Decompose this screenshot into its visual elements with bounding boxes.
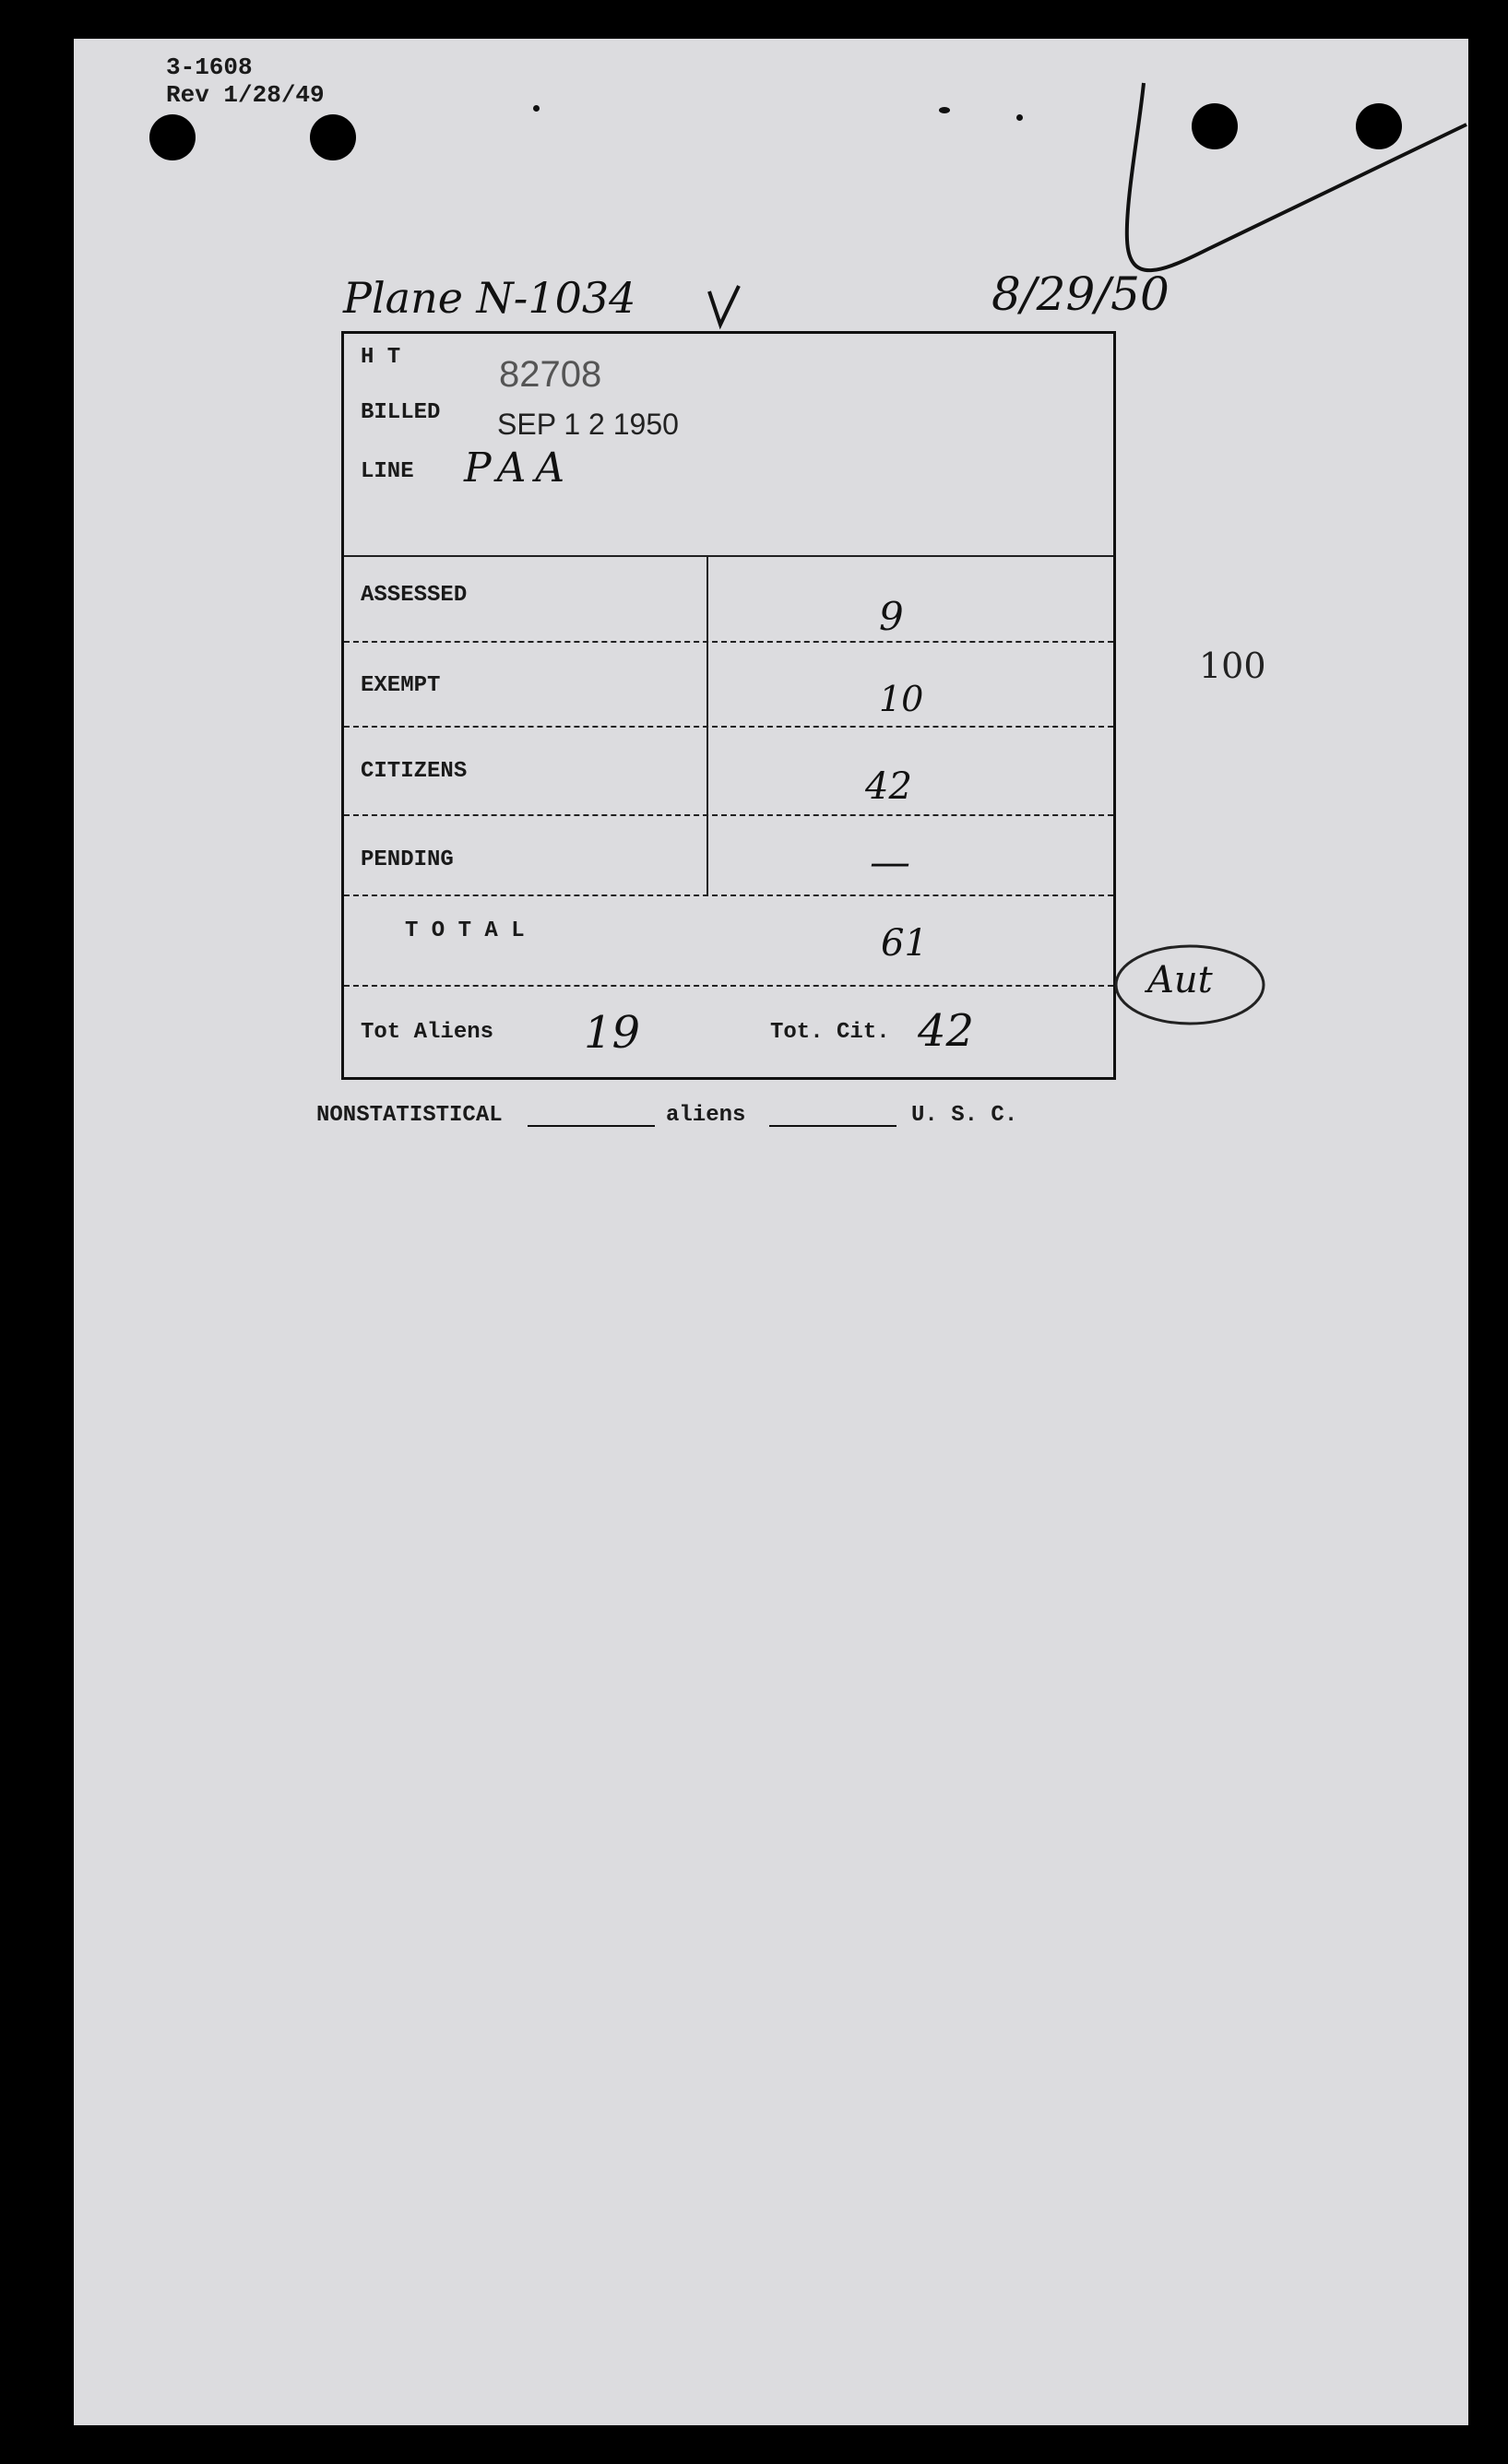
- divider: [344, 641, 1113, 643]
- nonstatistical-label: NONSTATISTICAL: [316, 1103, 503, 1128]
- row-label-exempt: EXEMPT: [361, 673, 441, 698]
- divider: [344, 985, 1113, 987]
- row-value-citizens: 42: [865, 765, 912, 808]
- row-value-assessed: 9: [879, 594, 904, 639]
- ht-label: H T: [361, 345, 401, 370]
- total-value: 61: [881, 922, 928, 965]
- row-value-exempt: 10: [879, 679, 924, 719]
- row-label-assessed: ASSESSED: [361, 583, 468, 608]
- blank-line: [769, 1125, 896, 1127]
- total-label: T O T A L: [405, 918, 525, 943]
- divider: [344, 814, 1113, 816]
- handwritten-date: 8/29/50: [991, 267, 1170, 321]
- billed-label: BILLED: [361, 400, 441, 425]
- divider: [344, 894, 1113, 896]
- tot-aliens-label: Tot Aliens: [361, 1020, 494, 1045]
- tally-form: [341, 331, 1116, 1080]
- tot-cit-label: Tot. Cit.: [770, 1020, 890, 1045]
- side-number: 100: [1199, 646, 1266, 686]
- ht-value: 82708: [499, 354, 602, 395]
- speck: [1016, 114, 1023, 121]
- row-label-citizens: CITIZENS: [361, 759, 468, 784]
- revision-date: Rev 1/28/49: [166, 81, 325, 109]
- speck: [533, 105, 540, 112]
- aliens-label: aliens: [666, 1103, 746, 1128]
- divider: [344, 726, 1113, 728]
- line-label: LINE: [361, 459, 414, 484]
- handwritten-initials: Aut: [1147, 959, 1213, 1001]
- form-number: 3-1608: [166, 53, 253, 81]
- billed-date-stamp: SEP 1 2 1950: [497, 408, 679, 441]
- plane-number: Plane N-1034: [343, 273, 636, 323]
- checkmark-icon: [706, 284, 742, 330]
- usc-label: U. S. C.: [911, 1103, 1018, 1128]
- row-label-pending: PENDING: [361, 847, 454, 872]
- punch-hole: [310, 114, 356, 160]
- tot-aliens-value: 19: [584, 1007, 641, 1059]
- line-value: PAA: [464, 444, 575, 492]
- row-value-pending: —: [870, 839, 910, 886]
- punch-hole: [149, 114, 196, 160]
- blank-line: [528, 1125, 655, 1127]
- divider: [344, 555, 1113, 557]
- tot-cit-value: 42: [918, 1005, 975, 1057]
- speck: [939, 107, 950, 113]
- column-divider: [707, 555, 708, 894]
